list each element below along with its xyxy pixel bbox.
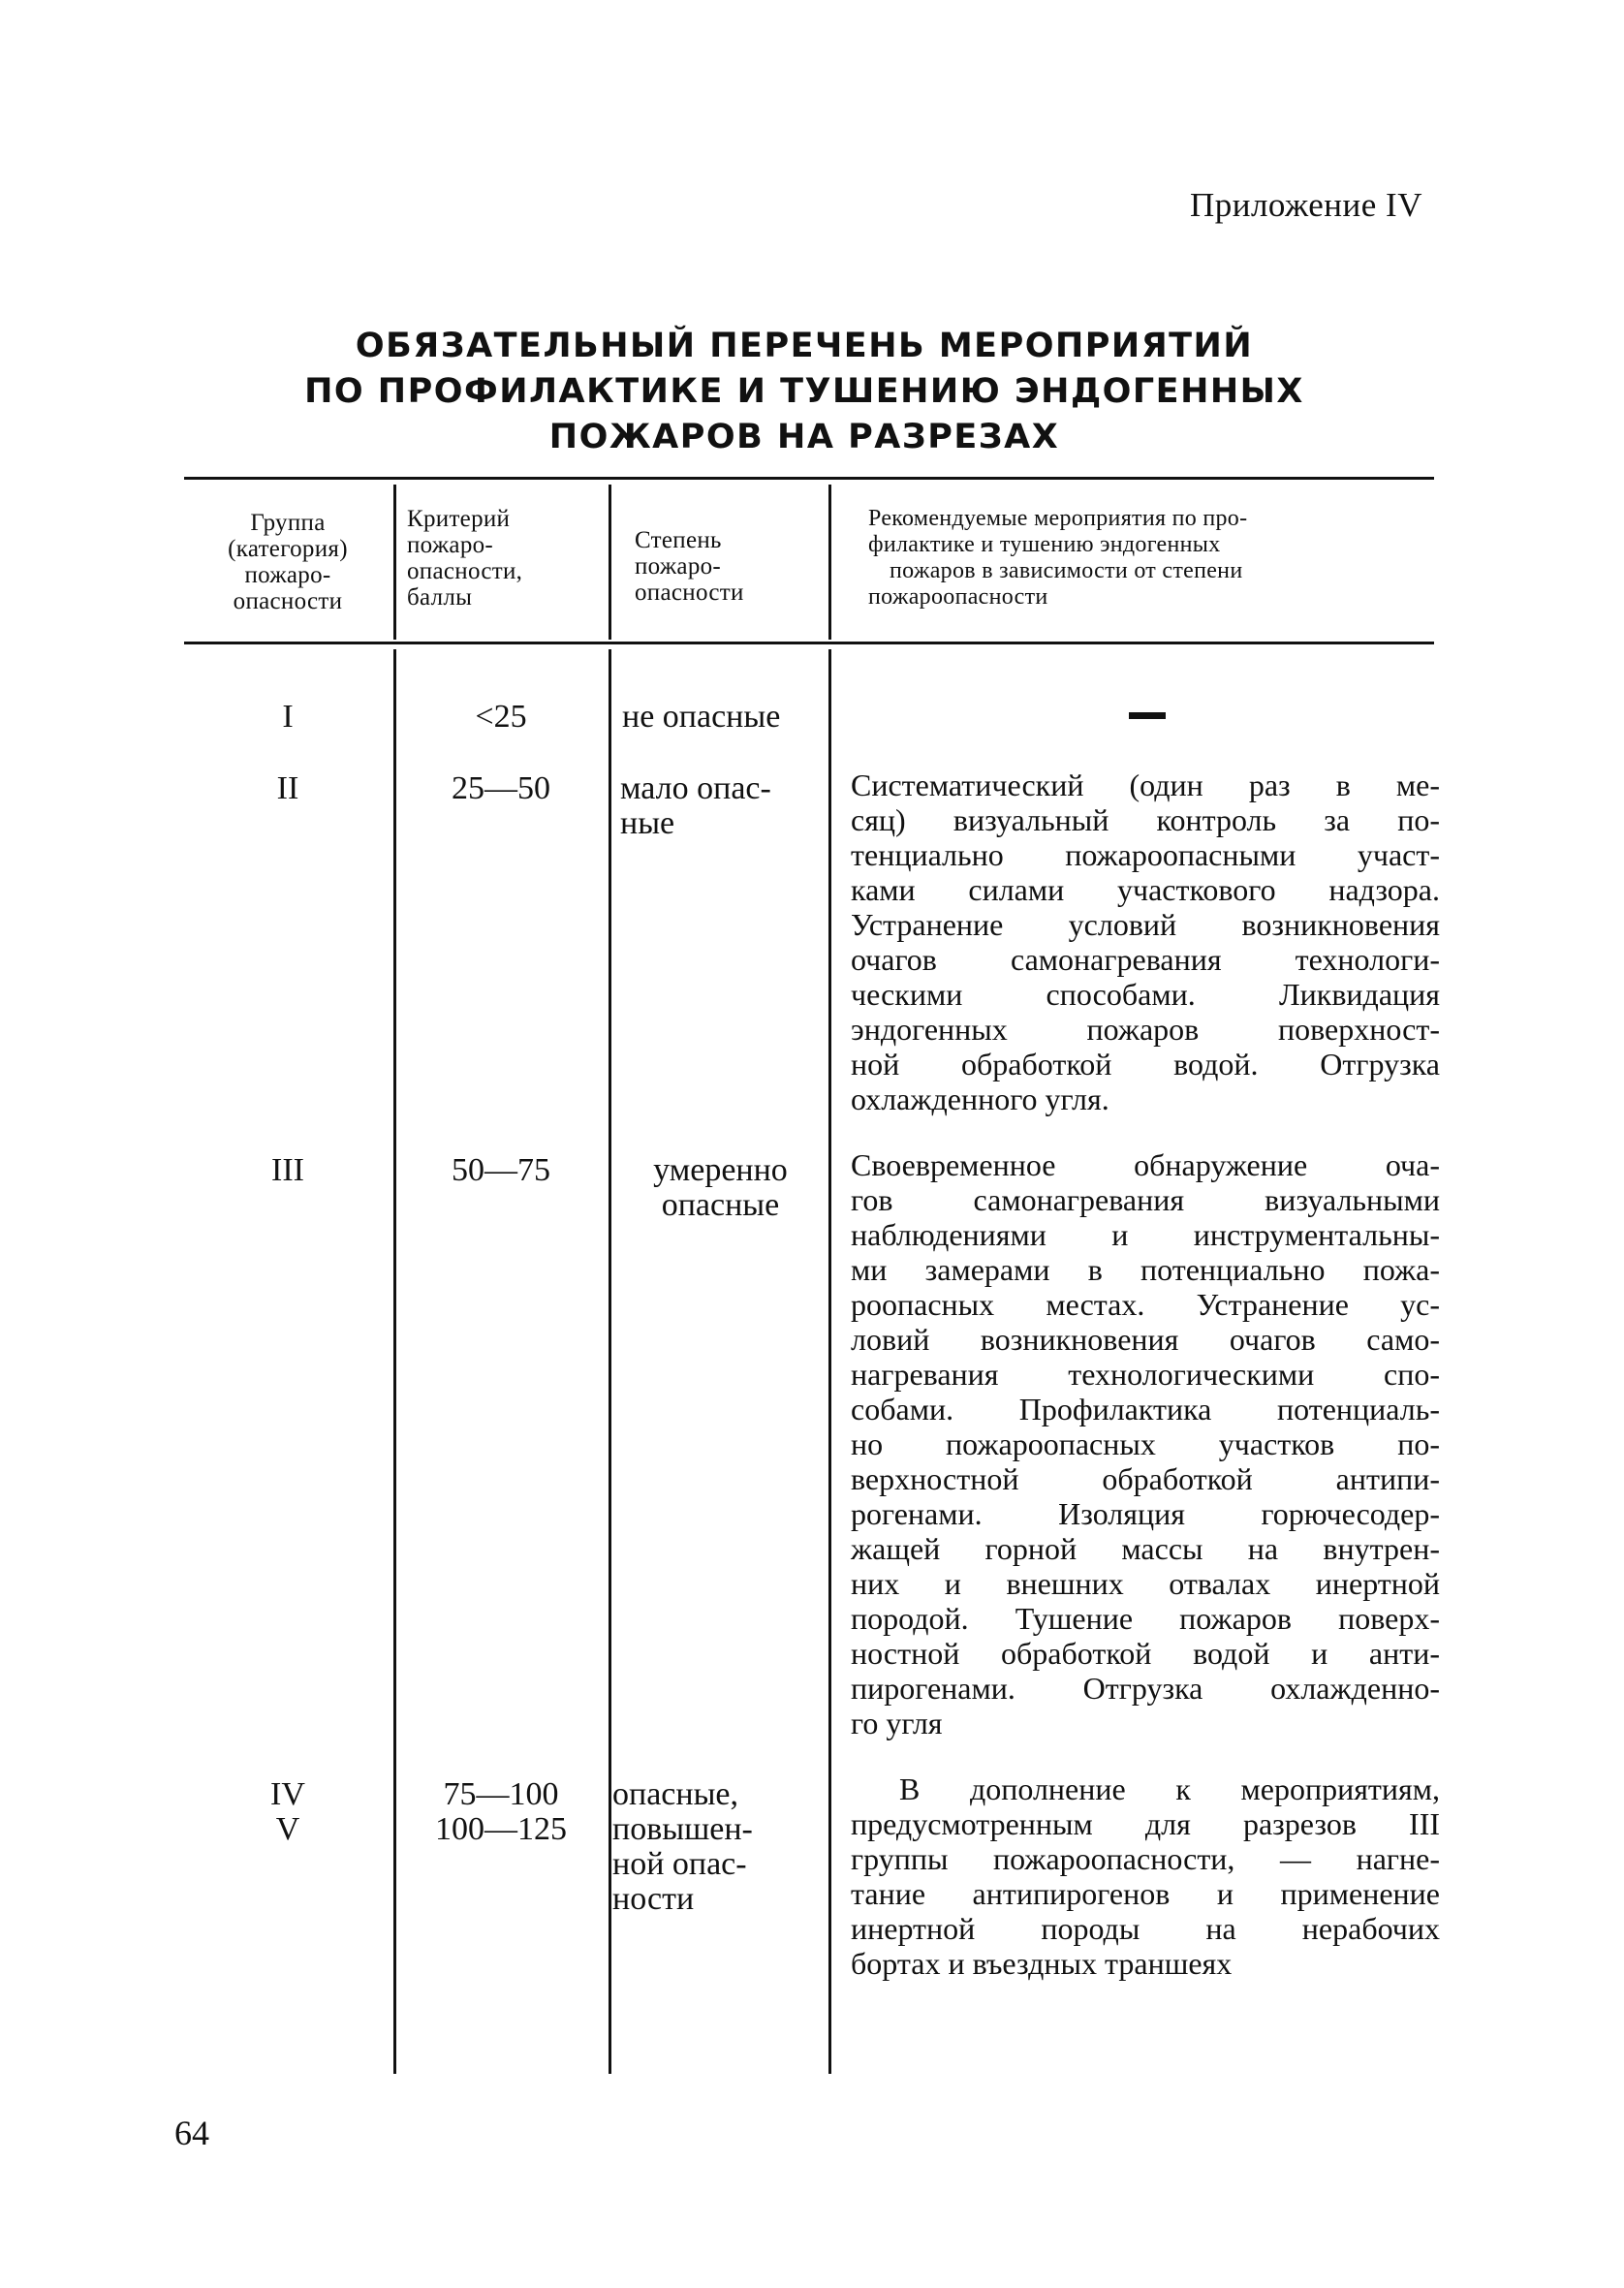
page-number: 64 [174,2114,209,2152]
title-line-2: ПО ПРОФИЛАКТИКЕ И ТУШЕНИЮ ЭНДОГЕННЫХ [304,372,1304,411]
row-2-criterion: 25—50 [452,770,550,806]
table-top-rule [184,477,1434,480]
title-line-1: ОБЯЗАТЕЛЬНЫЙ ПЕРЕЧЕНЬ МЕРОПРИЯТИЙ [355,327,1254,365]
row-1-measures-dash [1129,712,1166,719]
column-divider-1-body [393,649,396,2074]
appendix-label: Приложение IV [1189,186,1422,224]
column-divider-3-body [828,649,831,2074]
document-title [291,324,1318,460]
title-line-3: ПОЖАРОВ НА РАЗРЕЗАХ [548,418,1060,456]
row-2-group: II [276,770,299,806]
column-divider-1 [393,485,396,640]
row-3-degree: умеренно опасные [653,1152,788,1223]
row-3-criterion: 50—75 [452,1152,550,1188]
header-criterion: Критерий пожаро- опасности, баллы [407,506,523,611]
row-4-criterion: 75—100 100—125 [435,1776,567,1847]
row-4-group: IV V [270,1776,305,1847]
row-3-group: III [271,1152,304,1188]
table-header-rule [184,642,1434,644]
row-1-criterion: <25 [475,699,527,735]
row-2-degree: мало опас- ные [620,770,771,841]
row-3-measures: Своевременное обнаружение оча- гов самонагревания визуальными наблюдениями и инструментальны- ми замерами в потенциально пожа- роопасных местах. Устранение ус- ловий возникновения очагов само- нагревания технологическими спо- собами. Профилактика потенциаль- но пожароопасных участков по- верхностной обработкой антипи- рогенами. Изоляция горючесодер- жащей горной массы на внутрен- них и внешних отвалах инертной породой. Тушение пожаров поверх- ностной обработкой водой и анти- пирогенами. Отгрузка охлажденно- го угля [851,1147,1440,1740]
row-1-group: I [282,699,294,735]
row-4-measures: В дополнение к мероприятиям, предусмотренным для разрезов III группы пожароопасности, — нагне- тание антипирогенов и применение инертной породы на нерабочих бортах и въездных траншеях [851,1771,1440,1981]
row-4-degree: опасные, повышен- ной опас- ности [612,1776,753,1917]
row-2-measures: Систематический (один раз в ме- сяц) визуальный контроль за по- тенциально пожароопасными участ- ками силами участкового надзора. Устранение условий возникновения очагов самонагревания технологи- ческими способами. Ликвидация эндогенных пожаров поверхност- ной обработкой водой. Отгрузка охлажденного угля. [851,768,1440,1116]
row-1-degree: не опасные [622,699,781,735]
header-group: Группа (категория) пожаро- опасности [228,510,348,614]
header-degree: Степень пожаро- опасности [635,527,744,606]
column-divider-3 [828,485,831,640]
header-measures: Рекомендуемые мероприятия по про- филактике и тушению эндогенных пожаров в зависимости от степени пожароопасности [868,506,1248,610]
column-divider-2 [609,485,611,640]
column-divider-2-body [609,649,611,2074]
